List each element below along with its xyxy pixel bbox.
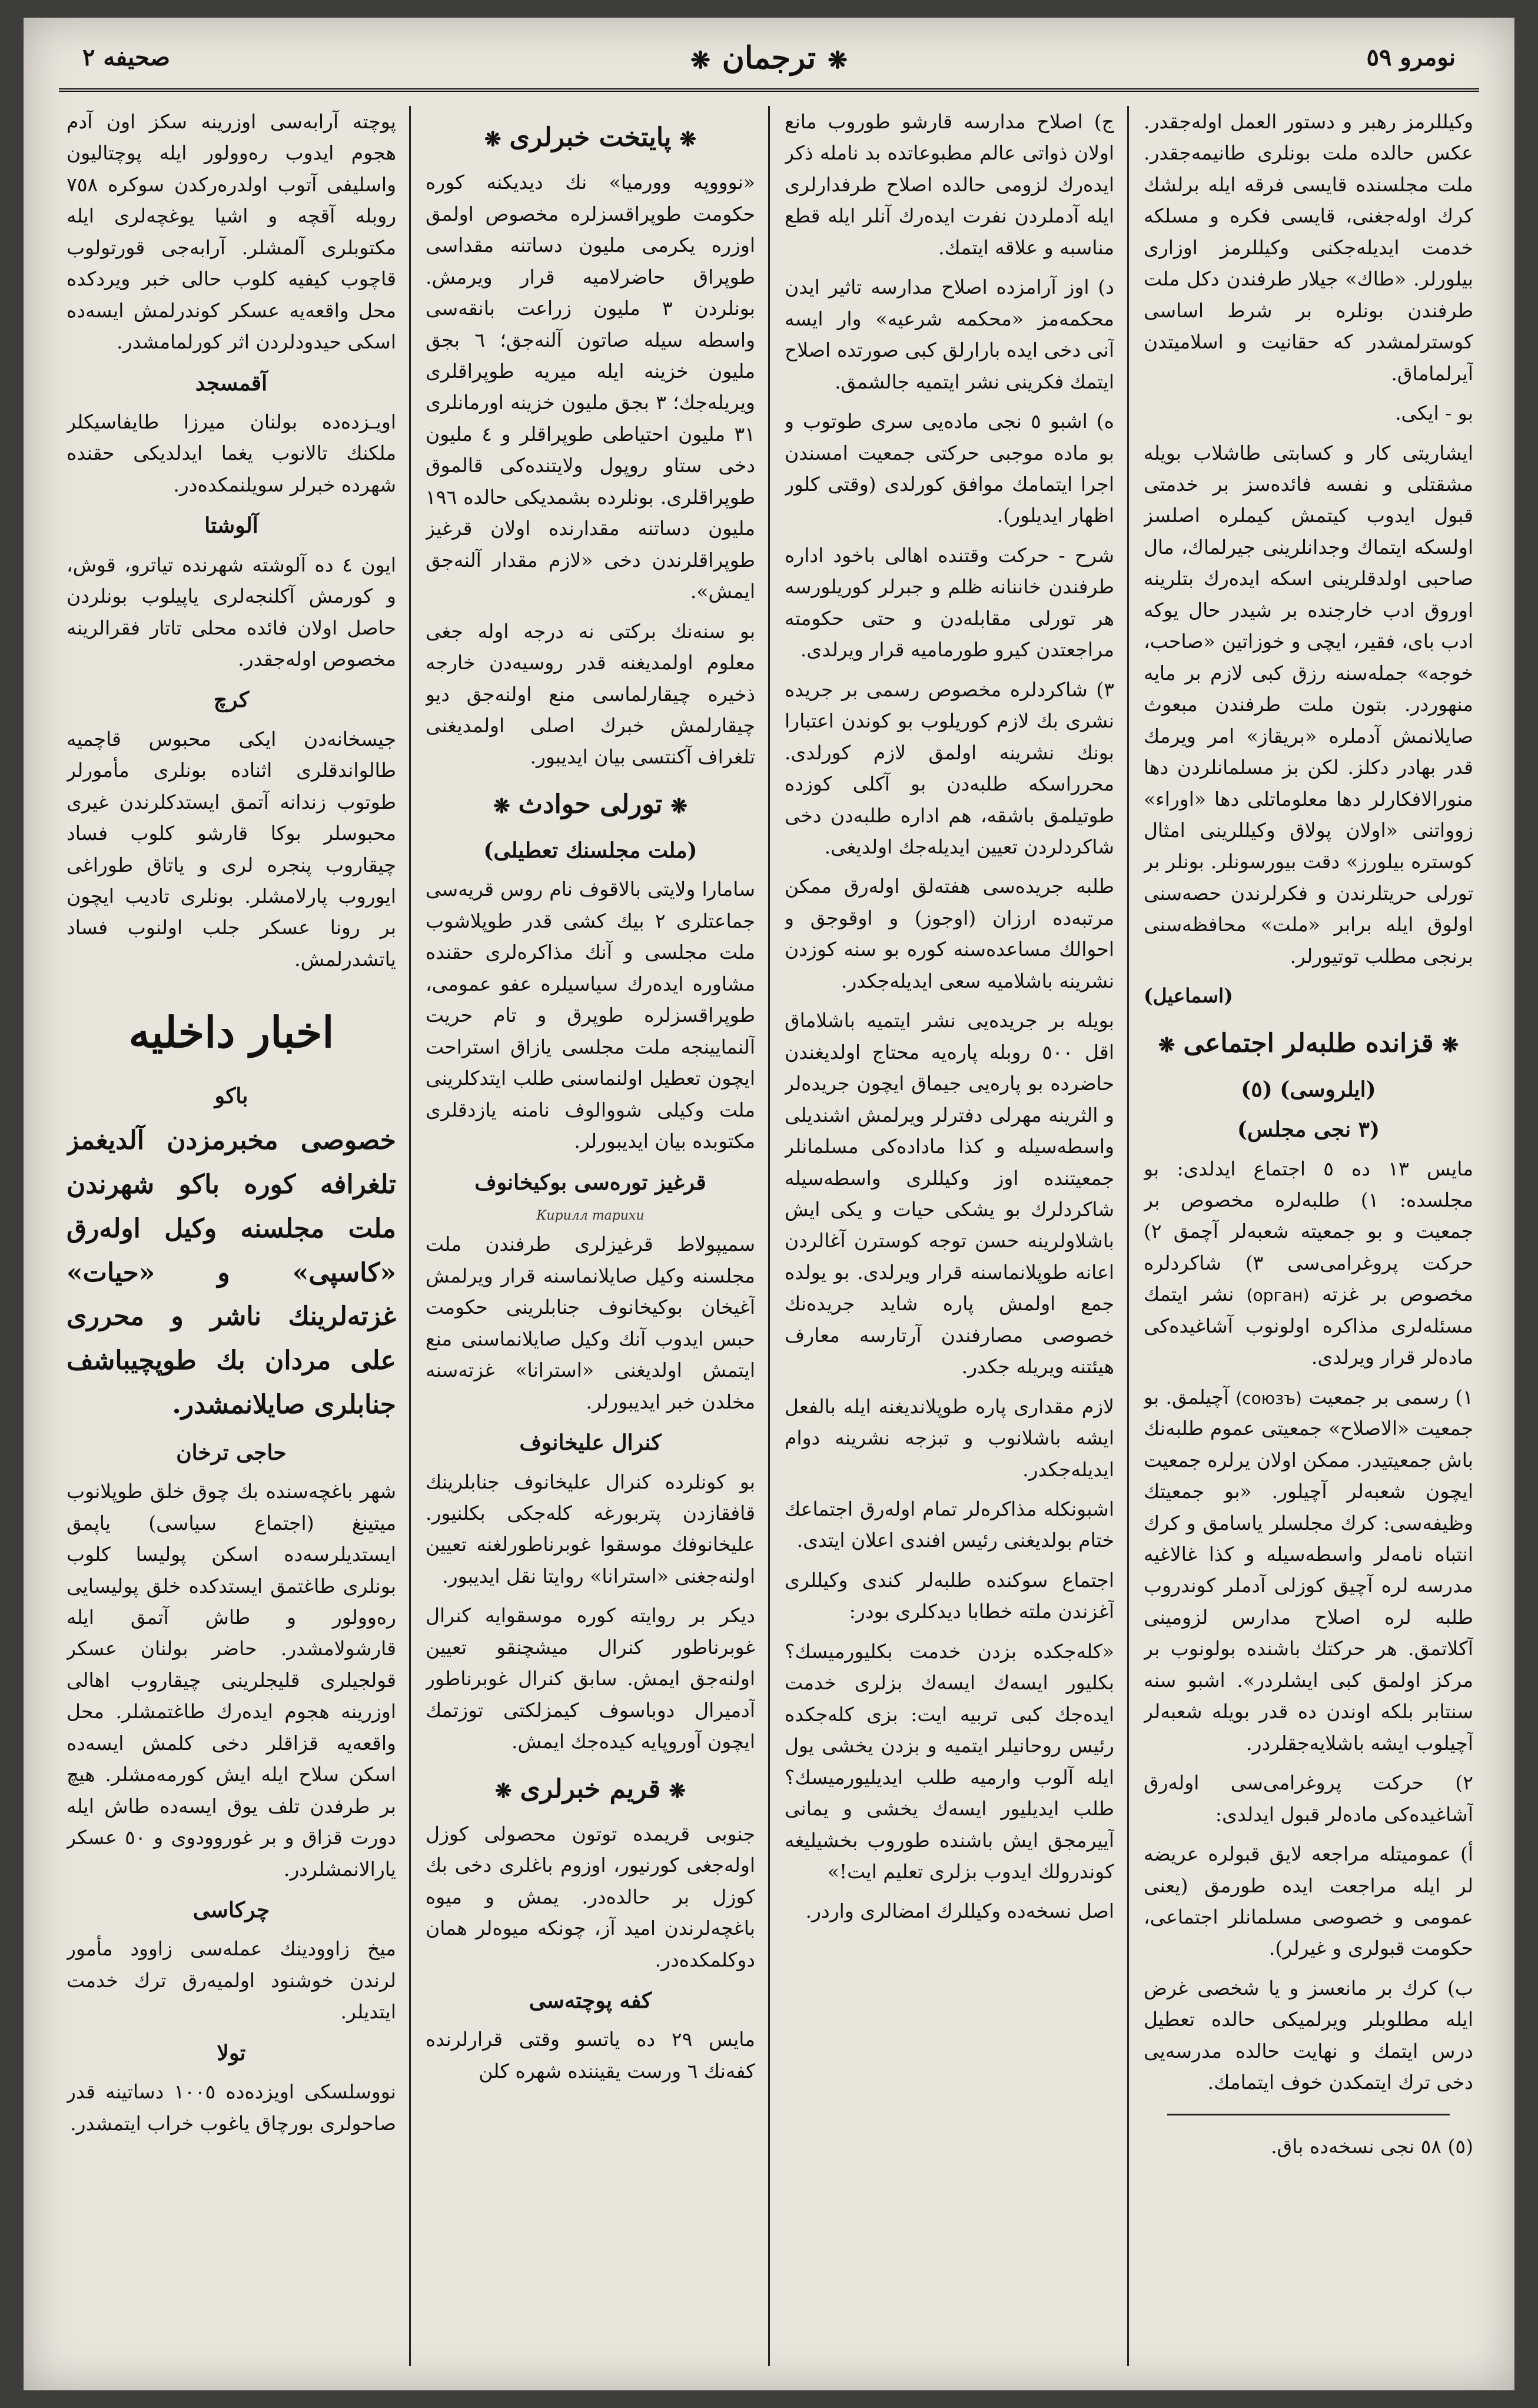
paragraph: بو کونلرده کنرال علیخانوف جنابلرینك قافقازدن پتربورغه کله‌جکی بکلنیور. علیخانوفك موسقوا غوبرناطورلغنه تعیین اولنه‌جغنی «استرانا» روایتا نقل ایدیبور. bbox=[426, 1470, 755, 1587]
paragraph: بو - ایکی. bbox=[1395, 401, 1473, 425]
column-2 bbox=[785, 106, 1114, 2366]
paragraph: وکیللرمز رهبر و دستور العمل اولەجقدر. عکس حالده ملت بونلری طانیمەجقدر. ملت مجلسنده قایسی فرقه ایله برلشك کرك اولەجغنی، قایسی فکره و مسلکه خدمت ایدیلەجکنی وکیللرمز اوزاری بیلورلر. «طاك» جیلار طرفندن دکل ملت طرفندن بونلره بر شرط اساسی کوسترلمشدر که حقانیت و اسلامیتدن آیرلماماق. bbox=[1144, 110, 1473, 385]
heading-text: قریم خبرلری bbox=[520, 1773, 661, 1804]
paragraph: نووسلسکی اویزده‌ده ١٠٠٥ دساتینه قدر صاحولری بورچاق یاغوب خراب ایتمشدر. bbox=[67, 2080, 396, 2135]
paragraph: بویله بر جریده‌یی نشر ایتمیه باشلاماق اقل ٥٠٠ روبله پاره‌یه محتاج اولدیغندن حاضرده بو پاره‌یی جیماق ایچون جریده‌لر و الثرینه مهرلی دفترلر ویرلمش اشندیلی واسطه‌سیله و کذا ماداده‌کی مسلمانلر جمعیتنده اوز وکیللری واسطه‌سیله شاکردلرك بو یشکی حیات و یکی ایش باشلاولرینه حسن توجه کوسترن آغالردن اعانه طوپلانماسنه قرار ویرلدی. بو یولده جمع اولمش پاره شاید جریده‌نك خصوصی مصارفندن آرتارسه معارف هیئتنه ویریله جکدر. bbox=[785, 1009, 1114, 1379]
subheading: کفه پوچته‌سی bbox=[529, 1988, 652, 2014]
column-3 bbox=[426, 106, 755, 2366]
paragraph: اویـزده‌ده بولنان میرزا طایفاسیکلر ملکنك تالانوب یغما ایدلدیکی حقنده شهرده خبرلر سویلنمکده‌در. bbox=[67, 410, 396, 496]
paragraph: اصل نسخه‌ده وکیللرك امضالری واردر. bbox=[805, 1899, 1114, 1923]
ornament-icon: ❋ bbox=[494, 1779, 512, 1803]
column-1 bbox=[1144, 106, 1473, 2366]
ornament-icon: ❋ bbox=[1158, 1033, 1175, 1057]
section-heading bbox=[426, 1768, 755, 1810]
subheading: کرچ bbox=[213, 687, 250, 713]
ornament-icon: ❋ bbox=[484, 128, 501, 151]
paragraph: سامارا ولایتی بالاقوف نام روس قریه‌سی جماعتلری ٢ بیك کشی قدر طوپلاشوب ملت مجلسی و آنك مذاکره‌لری حقنده مشاوره ایده‌رك سیاسیلره عفو عمومی، طوپراقسزلره طوپرق و تام حریت آلنمایینجه ملت مجلسی یازاق استراحت ایچون تعطیل اولنماسنی طلب ایتدکلرینی ملت وکیلی شووالوف نامنه یازدقلری مکتوبده بیان ایدیبورلر. bbox=[426, 878, 755, 1153]
heading-text: پایتخت خبرلری bbox=[509, 122, 672, 152]
paragraph: د) اوز آرامزده اصلاح مدارسه تاثیر ایدن محکمه‌مز «محکمه شرعیه» وار ایسه آنی دخی ایده بارارلق کبی صورتده اصلاح ایتمك فکرینی نشر ایتمیه جالشمق. bbox=[785, 275, 1114, 393]
author-signature: (اسماعیل) bbox=[1144, 984, 1233, 1008]
paragraph: ب) کرك بر مانعسز و یا شخصی غرض ایله مطلوبلر ویرلمیکی حالده تعطیل درس ایتمك و نهایت حالده مدرسه‌یی دخی ترك ایتمكدن خوف ایتمامك. bbox=[1144, 1976, 1473, 2094]
footnote: (٥) ٥٨ نجی نسخه‌ده باق. bbox=[1271, 2134, 1473, 2158]
subheading: آلوشتا bbox=[204, 513, 258, 539]
paragraph: جیسخانه‌دن ایکی محبوس قاچمیه طالواندقلری اثناده بونلری مأمورلر طوتوب زندانه آتمق ایستدکلرندن غیری محبوسلر بوکا قارشو کلوب فساد چیقاروب پنجره لری و یاتاق طوراغی ایوروب پارلامشلر. بونلری تادیب ایچون بر رونا عسکر جلب اولنوب فساد یاتشدرلمش. bbox=[67, 727, 396, 971]
paragraph: خصوصی مخبرمزدن آلدیغمز تلغرافه کوره باکو شهرندن ملت مجلسنه وکیل اولەرق «کاسپی» و «حیات» غزته‌لرینك ناشر و محرری علی مردان بك طوپچیباشف جنابلری صایلانمشدر. bbox=[67, 1125, 396, 1420]
section-heading bbox=[1144, 1022, 1473, 1064]
divider bbox=[1167, 2114, 1450, 2115]
newspaper-page bbox=[24, 18, 1514, 2390]
paragraph: بو سنه‌نك برکتی نه درجه اوله جغی معلوم اولمدیغنه قدر روسیه‌دن خارجه ذخیره چیقارلماسی منع اولنه‌جق دیو چیقارلمش خبرك اصلی اولمدیغنی تلغراف آکنتسی بیان ایدیبور. bbox=[426, 619, 755, 769]
paragraph: سمیپولاط قرغیزلری طرفندن ملت مجلسنه وکیل صایلانماسنه قرار ویرلمش آغیخان بوکیخانوف جنابلرینی حکومت حبس ایدوب آنك وکیل صایلانماسنی منع ایتمش اولدیغنی «استرانا» غزته‌سنه مخلدن خبر ایدیبورلر. bbox=[426, 1233, 755, 1413]
paragraph: اجتماع سوکنده طلبه‌لر کندی وکیللری آغزندن ملته خطابا دیدکلری بودر: bbox=[785, 1568, 1114, 1623]
subheading: (٣ نجی مجلس) bbox=[1237, 1117, 1380, 1142]
ornament-icon: ❋ bbox=[828, 47, 848, 74]
paragraph: «کله‌جکده بزدن خدمت بکلیورمیسك؟ بکلیور ایسه‌ك ایسه‌ك بزلری خدمت ایده‌جك کبی تربیه ایت: بزی کله‌جکده رئیس روحانیلر ایتمیه و بزدن یخشی یول ایله آلوب وارمیه طلب ایدیلیورمیسك؟ طلب ایدیلیور ایسه‌ك یخشی و یمانی آییرمجق ایش باشنده طوروب بخشیلیغه کوندرولك ایدوب بزلری تعلیم ایت!» bbox=[785, 1639, 1114, 1884]
paragraph: طلبه جریده‌سی هفته‌لق اولەرق ممکن مرتبه‌ده ارزان (اوجوز) و اوقوجق و احوالك مساعده‌سنه کوره بو سنه کوزدن نشرینه باشلامیه سعی ایدیله‌جکدر. bbox=[785, 875, 1114, 992]
subheading: قرغیز تورەسی بوکیخانوف bbox=[474, 1170, 706, 1195]
issue-number: نومرو ٥٩ bbox=[1366, 44, 1456, 71]
paragraph: أ) عمومیتله مراجعه لایق قبولره عریضه لر ایله مراجعت ایده طورمق (یعنی عمومی و خصوصی مسلمانلر اجتماعی، حکومت قبولری و غیرلر). bbox=[1144, 1842, 1473, 1960]
ornament-icon: ❋ bbox=[690, 47, 710, 74]
paragraph: پوچته آرابه‌سی اوزرینه سکز اون آدم هجوم ایدوب ره‌وولور ایله پوچتالیون واسلیفی آتوب اولدرەرکدن سوکره ٧٥٨ روبله آقچه و اشیا یوغچه‌لری ایله مکتوبلری آلمشلر. آرابه‌جی قورتولوب قاچوب کیفیه کلوب حالی خبر ویردکده محل واقعه‌یه عسکر کوندرلمش ایسه‌ده اسکی حیدودلردن اثر کورلمامشدر. bbox=[67, 110, 396, 354]
latin-term: (союзъ) bbox=[1235, 1388, 1302, 1408]
ornament-icon: ❋ bbox=[669, 1779, 686, 1803]
paragraph: دیکر بر روایته کوره موسقوایه کنرال غوبرناطور کنرال میشچنقو تعیین اولنه‌جق ایمش. سابق کنرال غوبرناطور آدمیرال دوباسوف کیمزلکتی توزتمك ایچون آوروپایه کیده‌جك ایمش. bbox=[426, 1604, 755, 1753]
masthead bbox=[59, 29, 1479, 92]
subheading: تولا bbox=[217, 2040, 246, 2065]
subheading: کنرال علیخانوف bbox=[519, 1430, 662, 1456]
paragraph bbox=[1144, 1381, 1473, 1759]
ornament-icon: ❋ bbox=[670, 794, 687, 818]
paragraph-text: آچیلمق. بو جمعیت «الاصلاح» جمعیتی عموم طلبه‌نك باش جمعیتیدر. ممکن اولان یرلره جمعیت ایچون شعبه‌لر آچیلور. «بو جمعیتك وظیفه‌سی: کرك مجلسلر یاسامق و کرك انتباه نامه‌لر واسطه‌سیله و کذا غالاغیه مدرسه لره آچیق کوزلی آدملر کوندروب طلبه لره اصلاح مدارس لزومینی آکلاتمق. هر حرکتك باشنده بولونوب بر مرکز اولمق کبی ایشلردر». اشبو سنه سنتابر بلکه اوندن ده قدر بویله شعبه‌لر آچیلوب ایشه باشلایه‌جقلردر. bbox=[1144, 1385, 1473, 1755]
section-heading bbox=[426, 117, 755, 158]
column-divider bbox=[768, 106, 770, 2366]
paragraph: لازم مقداری پاره طوپلاندیغنه ایله بالفعل ایشه باشلانوب و تبزجه نشرینه دوام ایدیله‌جکدر. bbox=[785, 1394, 1114, 1481]
paragraph: ه) اشبو ٥ نجی ماده‌یی سری طوتوب و بو ماده موجبی حرکتی جمعیت امسندن اجرا ایتمامك موافق کورلدی (وقتی کلور اظهار ایدیلور). bbox=[785, 410, 1114, 527]
paragraph: ج) اصلاح مدارسه قارشو طوروب مانع اولان ذواتی عالم مطبوعاتده بد نامله ذکر ایدەرك لزومی حالده اصلاح طرفدارلری ایله آدملردن نفرت ایدەرك آنلر ایله قطع مناسبه و علاقه ایتمك. bbox=[785, 110, 1114, 259]
section-title: اخبار داخلیه bbox=[128, 1007, 334, 1058]
paragraph bbox=[1144, 1153, 1473, 1373]
paragraph: مایس ٢٩ ده یاتسو وقتی قرارلرنده کفه‌نك ٦ ورست یقیننده شهره کلن bbox=[426, 2028, 755, 2082]
newspaper-title bbox=[59, 40, 1479, 76]
subheading: (ایلروسی) (٥) bbox=[1241, 1077, 1376, 1102]
paragraph-text: مایس ١٣ ده ٥ اجتماع ایدلدی: بو مجلسده: ١) طلبه‌لره مخصوص بر جمعیت و بو جمعیته شعبه‌لر آچمق ٢) حرکت پروغرامی‌سی ٣) شاکردلره مخصوص بر غزته bbox=[1144, 1157, 1473, 1306]
subheading: باکو bbox=[214, 1083, 248, 1108]
paragraph: میخ زاوودینك عمله‌سی زاوود مأمور لرندن خوشنود اولمیەرق ترك خدمت ایتدیلر. bbox=[67, 1937, 396, 2024]
ornament-icon: ❋ bbox=[679, 128, 696, 151]
paragraph: «نوووپه وورمیا» نك دیدیکنه کوره حکومت طوپراقسزلره مخصوص اولمق اوزره یکرمی ملیون دساتنه مقداسی طوپراق حاضرلامیه قرار ویرمش. بونلردن ٣ ملیون زراعت بانقه‌سی واسطه سیله صاتون آلنه‌جق؛ ٦ بجق ملیون خزینه ایله میریه طوپراقلری ویریله‌جك؛ ٣ بجق ملیون خزینه اورمانلری ٣١ ملیون احتیاطی طوپراقلر و ٤ ملیون دخی ستاو روپول ولایتنده‌کی قالموق طوپراقلری. بونلرده بشمدیکی حالده ١٩٦ ملیون دساتنه مقدارنده اولان قرغیز طوپراقلرندن دخی «لازم مقدار آلنه‌جق ایمش». bbox=[426, 171, 755, 603]
paragraph: شرح - حرکت وقتنده اهالی باخود اداره طرفندن خاننانه ظلم و جبرلر کوریلورسه هر تورلی مقابله‌دن و حتی حکومته مراجعتدن کیرو طورمامیه قرار ویرلدی. bbox=[785, 543, 1114, 662]
paragraph: جنوبی قریمده توتون محصولی کوزل اوله‌جغی کورنیور، اوزوم باغلری دخی بك کوزل بر حالده‌در. یمش و میوه باغچه‌لرندن امید آز، چونکه میوه‌لر همان دوکلمکده‌در. bbox=[426, 1822, 755, 1971]
page-label: صحیفه ۲ bbox=[82, 44, 170, 71]
paragraph: اشبونکله مذاکره‌لر تمام اولەرق اجتماعك ختام بولدیغنی رئیس افندی اعلان ایتدی. bbox=[785, 1497, 1114, 1552]
subheading: (ملت مجلسنك تعطیلی) bbox=[483, 838, 697, 863]
latin-term: (орган) bbox=[1246, 1286, 1310, 1306]
paragraph-text: ١) رسمی بر جمعیت bbox=[1308, 1385, 1473, 1409]
paragraph: شهر باغچه‌سنده بك چوق خلق طوپلانوب میتینغ (اجتماع سیاسی) یاپمق ایستدیلرسه‌ده اسکن پولیسا کلوب بونلری طاغتمق ایستدکده خلق پولیسایی رەوولور و طاش آتمق ایله قارشولامشدر. حاضر بولنان عسکر قولجیلری قلیجلرینی چیقاروب اهالی اوزرینه هجوم ایده‌رك طاغتمشلر. محل واقعه‌یه قزاقلر دخی کلمش ایسه‌ده اسکن سلاح ایله ایش کورمه‌مشلر. هیچ بر طرفدن تلف یوق ایسه‌ده طاش ایله دورت قزاق و بر غوروودوی و ٥٠ عسکر یارالانمشلردر. bbox=[67, 1480, 396, 1881]
paragraph: ایشاریتی کار و کسابتی طاشلاب بویله مشقتلی و نفسه فائدەسز بر خدمتی قبول ایدوب کیتمش کیملره اصلسز اولسکه ایتماك وجدانلرینی جیرلماك، مال صاحبی اولدقلرینی اسکه ایدەرك بتلرینه اوروق ادب خارجنده بر شیدر حال یوکه ادب بای، فقیر، ایچی و خوزاتین «صاحب، خوجه» جملەسنه رزق کبی لازم بر مایه منهوردر. بتون ملت طرفندن مبعوث صایلانمش آدملره «بریقاز» امر ویرمك قدر بهادر دکلز. لکن بز مسلمانلردن دها منورالافکارلر دها معلوماتلی دها «اوراء» زوواتنی «اولان پولاق وکیللرینی امثال کوستره بیلورز» دقت بیورسونلر. بونلر بر تورلی حریتلرندن و فکرلرندن حصەسنی اولوق ایله برابر «ملت» محافظه‌سنی برنجی مطلب توتیورلر. bbox=[1144, 441, 1473, 968]
section-heading bbox=[426, 783, 755, 825]
column-divider bbox=[409, 106, 411, 2366]
paragraph-text: نشر ایتمك مسئله‌لری مذاکره اولونوب آشاغیده‌کی ماده‌لر قرار ویرلدی. bbox=[1144, 1283, 1473, 1369]
column-4 bbox=[67, 106, 396, 2366]
heading-text: تورلی حوادث bbox=[518, 789, 663, 819]
subheading: حاجی ترخان bbox=[176, 1440, 287, 1465]
handwritten-note: Кирилл тарихи bbox=[536, 1208, 645, 1223]
paragraph: ٢) حرکت پروغرامی‌سی اولەرق آشاغیده‌کی ماده‌لر قبول ایدلدی: bbox=[1144, 1771, 1473, 1826]
columns bbox=[65, 106, 1473, 2366]
paragraph: ٣) شاکردلره مخصوص رسمی بر جریده نشری بك لازم کوریلوب بو کوندن اعتبارا بونك نشرینه اولمق لازم کورلدی. محرراسکه طلبه‌دن بو آکلی کوزده طوتیلمق باشقه، هم اداره طلبه‌دن دخی شاکردلردن تعیین ایدیله‌جك اولدیغی. bbox=[785, 677, 1114, 858]
column-divider bbox=[1127, 106, 1129, 2366]
subheading: چرکاسی bbox=[192, 1898, 270, 1923]
paragraph: ایون ٤ ده آلوشته شهرنده تیاترو، قوش، و کورمش آکلنجه‌لری یاپیلوب بونلردن حاصل اولان فائده محلی تاتار فقرالرینه مخصوص اوله‌جقدر. bbox=[67, 553, 396, 670]
heading-text: قزانده طلبەلر اجتماعی bbox=[1183, 1028, 1434, 1058]
subheading: آقمسجد bbox=[195, 370, 268, 396]
ornament-icon: ❋ bbox=[1441, 1033, 1459, 1057]
title-text: ترجمان bbox=[722, 40, 816, 76]
ornament-icon: ❋ bbox=[493, 794, 510, 818]
